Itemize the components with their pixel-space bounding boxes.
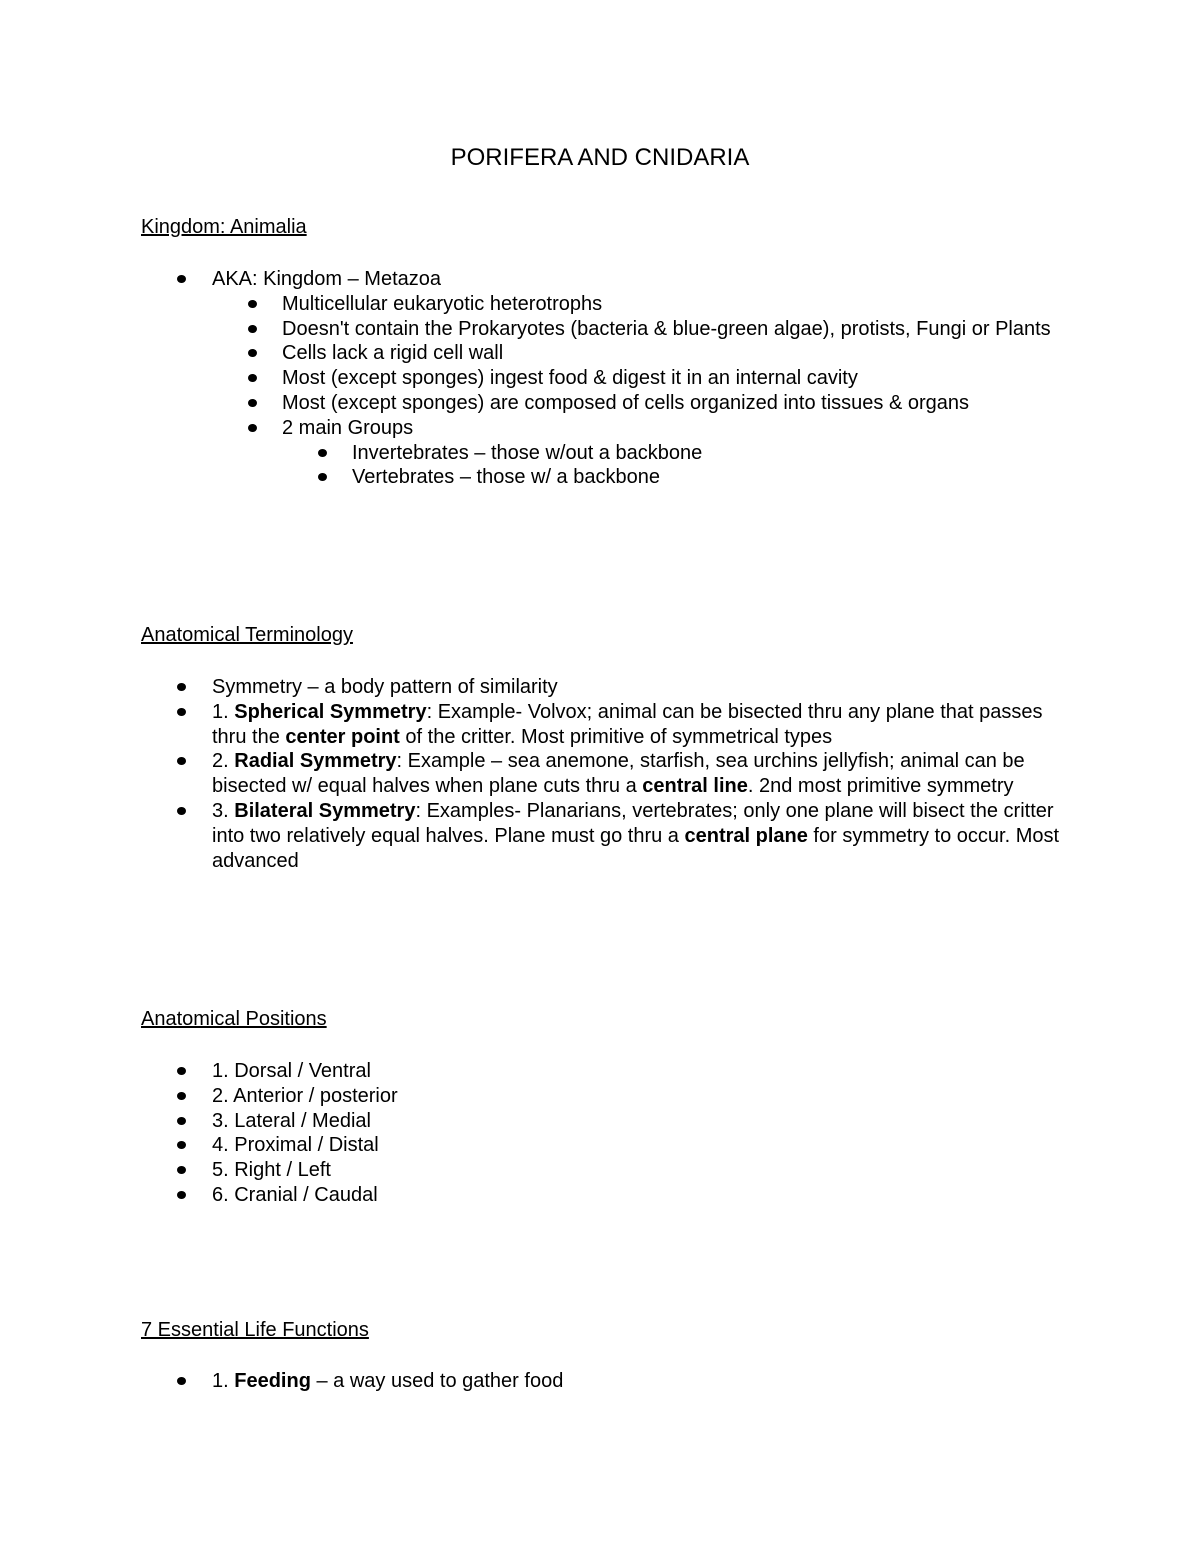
section-heading-positions: Anatomical Positions — [141, 1008, 327, 1030]
list-item: AKA: Kingdom – Metazoa — [0, 267, 1062, 292]
term-feeding: Feeding — [234, 1370, 311, 1392]
document-title: PORIFERA AND CNIDARIA — [450, 144, 750, 171]
bullet-icon — [177, 683, 186, 691]
bullet-icon — [177, 1067, 186, 1075]
list-item: 4. Proximal / Distal — [0, 1133, 1062, 1158]
list-item: Invertebrates – those w/out a backbone — [0, 441, 1062, 466]
bullet-icon — [248, 424, 257, 432]
term-bilateral-symmetry: Bilateral Symmetry — [234, 799, 416, 822]
bullet-icon — [248, 300, 257, 308]
list-item: 1. Dorsal / Ventral — [0, 1059, 1062, 1084]
bullet-icon — [177, 1092, 186, 1100]
list-item: 5. Right / Left — [0, 1158, 1062, 1183]
bullet-icon — [177, 275, 186, 283]
section-heading-kingdom: Kingdom: Animalia — [141, 216, 307, 238]
bullet-icon — [177, 1191, 186, 1199]
list-item: Doesn't contain the Prokaryotes (bacteria & blue-green algae), protists, Fungi or Plants — [0, 317, 1062, 342]
list-item: 3. Lateral / Medial — [0, 1109, 1062, 1134]
list-item: 6. Cranial / Caudal — [0, 1183, 1062, 1208]
list-item: Symmetry – a body pattern of similarity — [0, 675, 1062, 700]
list-item: Multicellular eukaryotic heterotrophs — [0, 292, 1062, 317]
term-spherical-symmetry: Spherical Symmetry — [234, 700, 427, 723]
section-heading-functions: 7 Essential Life Functions — [141, 1319, 369, 1341]
bullet-icon — [318, 449, 327, 457]
list-item: 3. Bilateral Symmetry: Examples- Planarians, vertebrates; only one plane will bisect the critter into two relatively equal halves. Plane must go thru a central plane for symmetry to occur. Most advanced — [0, 799, 1062, 873]
list-item: Most (except sponges) are composed of cells organized into tissues & organs — [0, 391, 1062, 416]
terminology-list — [0, 675, 1200, 873]
section-heading-terminology: Anatomical Terminology — [141, 624, 353, 646]
bullet-icon — [177, 708, 186, 716]
bullet-icon — [248, 349, 257, 357]
bullet-icon — [248, 399, 257, 407]
term-radial-symmetry: Radial Symmetry — [234, 750, 397, 773]
list-item: 1. Spherical Symmetry: Example- Volvox; animal can be bisected thru any plane that passes thru the center point of the critter. Most primitive of symmetrical types — [0, 700, 1062, 750]
list-item: Vertebrates – those w/ a backbone — [0, 465, 1062, 490]
list-item: 2. Radial Symmetry: Example – sea anemone, starfish, sea urchins jellyfish; animal can be bisected w/ equal halves when plane cuts thru a central line. 2nd most primitive symmetry — [0, 749, 1062, 799]
bullet-icon — [177, 807, 186, 815]
bullet-icon — [318, 473, 327, 481]
bullet-icon — [177, 1141, 186, 1149]
functions-list — [0, 1369, 1200, 1394]
bullet-icon — [177, 1117, 186, 1125]
list-item: Cells lack a rigid cell wall — [0, 341, 1062, 366]
positions-list — [0, 1059, 1200, 1208]
bullet-icon — [177, 1377, 186, 1385]
bullet-icon — [248, 374, 257, 382]
list-item: 1. Feeding – a way used to gather food — [0, 1369, 1062, 1394]
list-item: 2 main Groups — [0, 416, 1062, 441]
bullet-icon — [248, 325, 257, 333]
bullet-icon — [177, 1166, 186, 1174]
bullet-icon — [177, 757, 186, 765]
kingdom-list — [0, 267, 1200, 490]
list-item: Most (except sponges) ingest food & digest it in an internal cavity — [0, 366, 1062, 391]
list-item: 2. Anterior / posterior — [0, 1084, 1062, 1109]
